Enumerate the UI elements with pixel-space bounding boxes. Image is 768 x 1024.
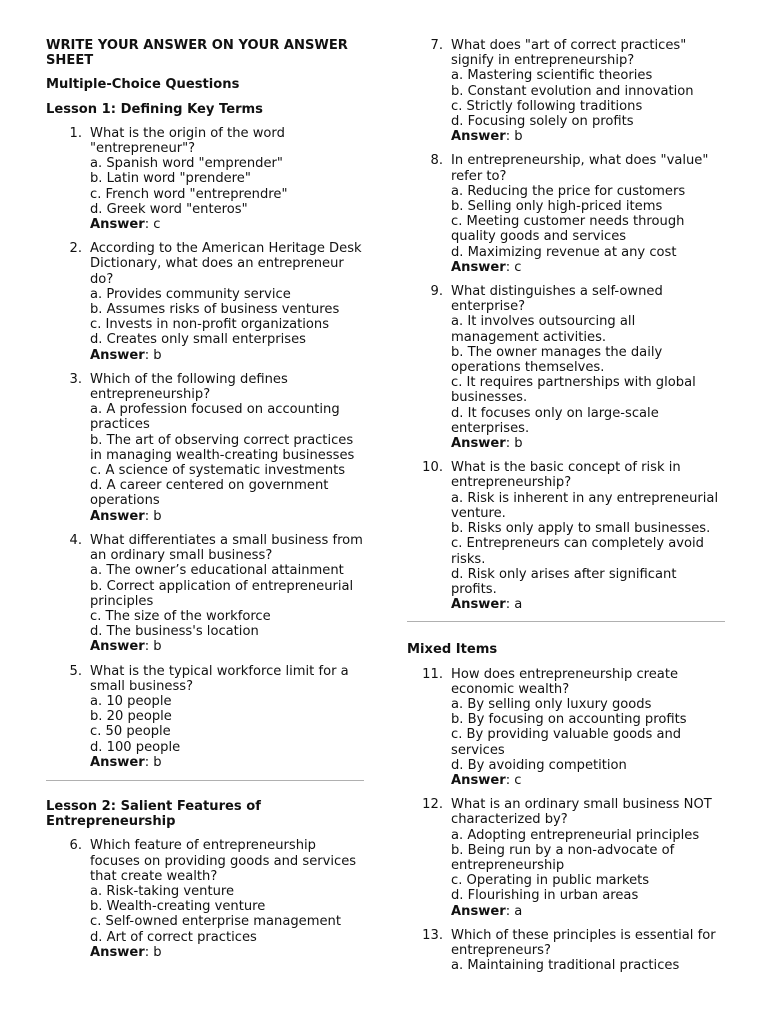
answer-option: b. Correct application of entrepreneurial principles [90, 578, 354, 609]
answer-label: Answer [90, 639, 145, 655]
answer-option: c. French word "entreprendre" [90, 186, 288, 202]
answer-label: Answer [451, 597, 506, 613]
questions-group-3 [407, 38, 725, 612]
answer-label: Answer [451, 129, 506, 145]
answer-value: : c [505, 772, 522, 788]
question-number: 7. [430, 38, 443, 53]
answer-option: a. Risk-taking venture [90, 883, 235, 899]
answer-label: Answer [90, 944, 145, 960]
answer-line [451, 436, 725, 451]
answer-option: a. By selling only luxury goods [451, 696, 652, 712]
answer-line [451, 260, 725, 275]
answer-option: d. Art of correct practices [90, 929, 257, 945]
question-number: 13. [422, 927, 443, 943]
answer-option: d. By avoiding competition [451, 757, 627, 773]
answer-option: c. Invests in non-profit organizations [90, 317, 330, 333]
question-number: 10. [422, 460, 443, 476]
question-item [46, 126, 364, 232]
answer-option: c. It requires partnerships with global businesses. [451, 375, 696, 406]
answer-option: b. 20 people [90, 709, 172, 725]
answer-value: : b [144, 508, 162, 524]
question-item [407, 153, 725, 275]
page-title: WRITE YOUR ANSWER ON YOUR ANSWER SHEET [46, 38, 348, 69]
question-item [46, 241, 364, 363]
answer-option: a. A profession focused on accounting practices [90, 402, 340, 433]
answer-option: d. Creates only small enterprises [90, 332, 306, 348]
answer-line [451, 129, 725, 144]
answer-line [90, 509, 364, 524]
answer-option: a. Reducing the price for customers [451, 183, 686, 199]
section-title: Multiple-Choice Questions [46, 77, 240, 93]
question-text: What distinguishes a self-owned enterprise? [451, 284, 663, 315]
answer-value: : c [505, 259, 522, 275]
question-item [407, 928, 725, 974]
answer-value: : b [144, 639, 162, 655]
answer-option: d. Maximizing revenue at any cost [451, 244, 677, 260]
answer-line [90, 639, 364, 654]
answer-line [90, 217, 364, 232]
answer-option: c. Operating in public markets [451, 873, 650, 889]
question-text: What is the origin of the word "entrepreneur"? [90, 125, 285, 157]
question-number: 8. [430, 153, 443, 169]
answer-option: c. Self-owned enterprise management [90, 914, 341, 930]
answer-option: c. A science of systematic investments [90, 463, 346, 479]
question-number: 9. [430, 284, 443, 300]
question-item [46, 838, 364, 960]
answer-option: d. 100 people [90, 739, 181, 755]
answer-option: c. By providing valuable goods and services [451, 727, 682, 758]
questions-group-2 [46, 838, 364, 960]
question-item [46, 664, 364, 770]
answer-value: : b [144, 754, 162, 770]
answer-option: b. Risks only apply to small businesses. [451, 521, 711, 537]
question-text: Which of these principles is essential for entrepreneurs? [451, 927, 716, 958]
question-text: How does entrepreneurship create economic wealth? [451, 666, 679, 697]
question-item [46, 372, 364, 524]
answer-value: : a [505, 903, 523, 919]
answer-label: Answer [90, 217, 145, 233]
answer-option: d. Focusing solely on profits [451, 114, 634, 130]
questions-group-1 [46, 126, 364, 770]
question-item [407, 460, 725, 612]
answer-option: b. Wealth-creating venture [90, 899, 266, 915]
answer-value: : c [144, 217, 161, 233]
answer-option: d. The business's location [90, 624, 259, 640]
answer-value: : b [505, 129, 523, 145]
answer-option: d. Greek word "enteros" [90, 201, 248, 217]
answer-value: : a [505, 597, 523, 613]
mixed-items-title: Mixed Items [407, 642, 498, 658]
answer-label: Answer [90, 347, 145, 363]
answer-option: d. Flourishing in urban areas [451, 888, 639, 904]
answer-line [90, 945, 364, 960]
question-text: Which of the following defines entrepreneurship? [90, 371, 288, 403]
question-text: Which feature of entrepreneurship focuses on providing goods and services that create wealth? [90, 838, 357, 884]
answer-option: c. Entrepreneurs can completely avoid risks. [451, 536, 704, 567]
answer-line [451, 597, 725, 612]
right-column [407, 38, 725, 982]
question-text: What is an ordinary small business NOT characterized by? [451, 797, 712, 828]
answer-option: c. Meeting customer needs through quality goods and services [451, 214, 685, 245]
answer-label: Answer [90, 754, 145, 770]
answer-option: a. Risk is inherent in any entrepreneurial venture. [451, 490, 719, 521]
answer-option: b. Selling only high-priced items [451, 199, 663, 215]
question-number: 3. [69, 371, 82, 387]
divider [407, 621, 725, 622]
answer-option: a. 10 people [90, 693, 172, 709]
question-number: 12. [422, 797, 443, 813]
answer-label: Answer [451, 772, 506, 788]
answer-option: a. Adopting entrepreneurial principles [451, 827, 700, 843]
answer-label: Answer [451, 903, 506, 919]
answer-option: d. It focuses only on large-scale enterprises. [451, 405, 659, 436]
question-number: 5. [69, 663, 82, 679]
answer-line [90, 755, 364, 770]
answer-option: b. The owner manages the daily operations themselves. [451, 344, 663, 376]
lesson-1-title: Lesson 1: Defining Key Terms [46, 101, 263, 117]
left-column [46, 38, 364, 969]
question-item [407, 38, 725, 144]
answer-label: Answer [90, 508, 145, 524]
question-item [46, 533, 364, 655]
question-number: 6. [69, 838, 82, 854]
answer-line [90, 348, 364, 363]
question-number: 2. [69, 241, 82, 257]
divider [46, 780, 364, 781]
answer-option: a. Maintaining traditional practices [451, 958, 680, 974]
question-text: According to the American Heritage Desk Dictionary, what does an entrepreneur do? [90, 241, 362, 287]
question-text: What is the typical workforce limit for a small business? [90, 663, 349, 694]
question-item [407, 284, 725, 451]
question-number: 11. [422, 666, 443, 682]
answer-option: a. It involves outsourcing all management activities. [451, 314, 636, 345]
answer-label: Answer [451, 436, 506, 452]
answer-option: a. Provides community service [90, 286, 291, 302]
question-item [407, 797, 725, 919]
answer-line [451, 773, 725, 788]
answer-option: d. Risk only arises after significant profits. [451, 566, 677, 597]
questions-group-4 [407, 667, 725, 974]
question-number: 1. [69, 125, 82, 141]
answer-option: c. Strictly following traditions [451, 98, 643, 114]
answer-option: b. Being run by a non-advocate of entrepreneurship [451, 842, 675, 873]
answer-option: a. Mastering scientific theories [451, 68, 653, 84]
answer-value: : b [144, 944, 162, 960]
answer-option: b. Assumes risks of business ventures [90, 302, 340, 318]
answer-option: b. Latin word "prendere" [90, 171, 251, 187]
answer-option: b. By focusing on accounting profits [451, 712, 687, 728]
question-text: What does "art of correct practices" signify in entrepreneurship? [451, 38, 687, 69]
answer-option: c. The size of the workforce [90, 608, 271, 624]
question-text: What differentiates a small business from an ordinary small business? [90, 532, 363, 564]
answer-option: a. Spanish word "emprender" [90, 156, 283, 172]
answer-value: : b [144, 347, 162, 363]
answer-option: b. Constant evolution and innovation [451, 83, 694, 99]
answer-option: a. The owner’s educational attainment [90, 563, 344, 579]
answer-option: c. 50 people [90, 724, 171, 740]
answer-value: : b [505, 436, 523, 452]
answer-label: Answer [451, 259, 506, 275]
question-number: 4. [69, 532, 82, 548]
lesson-2-title: Lesson 2: Salient Features of Entrepreneurship [46, 798, 261, 830]
answer-option: d. A career centered on government operations [90, 478, 329, 509]
answer-line [451, 904, 725, 919]
question-text: What is the basic concept of risk in entrepreneurship? [451, 460, 681, 491]
answer-option: b. The art of observing correct practices in managing wealth-creating businesses [90, 432, 355, 463]
question-text: In entrepreneurship, what does "value" refer to? [451, 153, 709, 184]
question-item [407, 667, 725, 789]
